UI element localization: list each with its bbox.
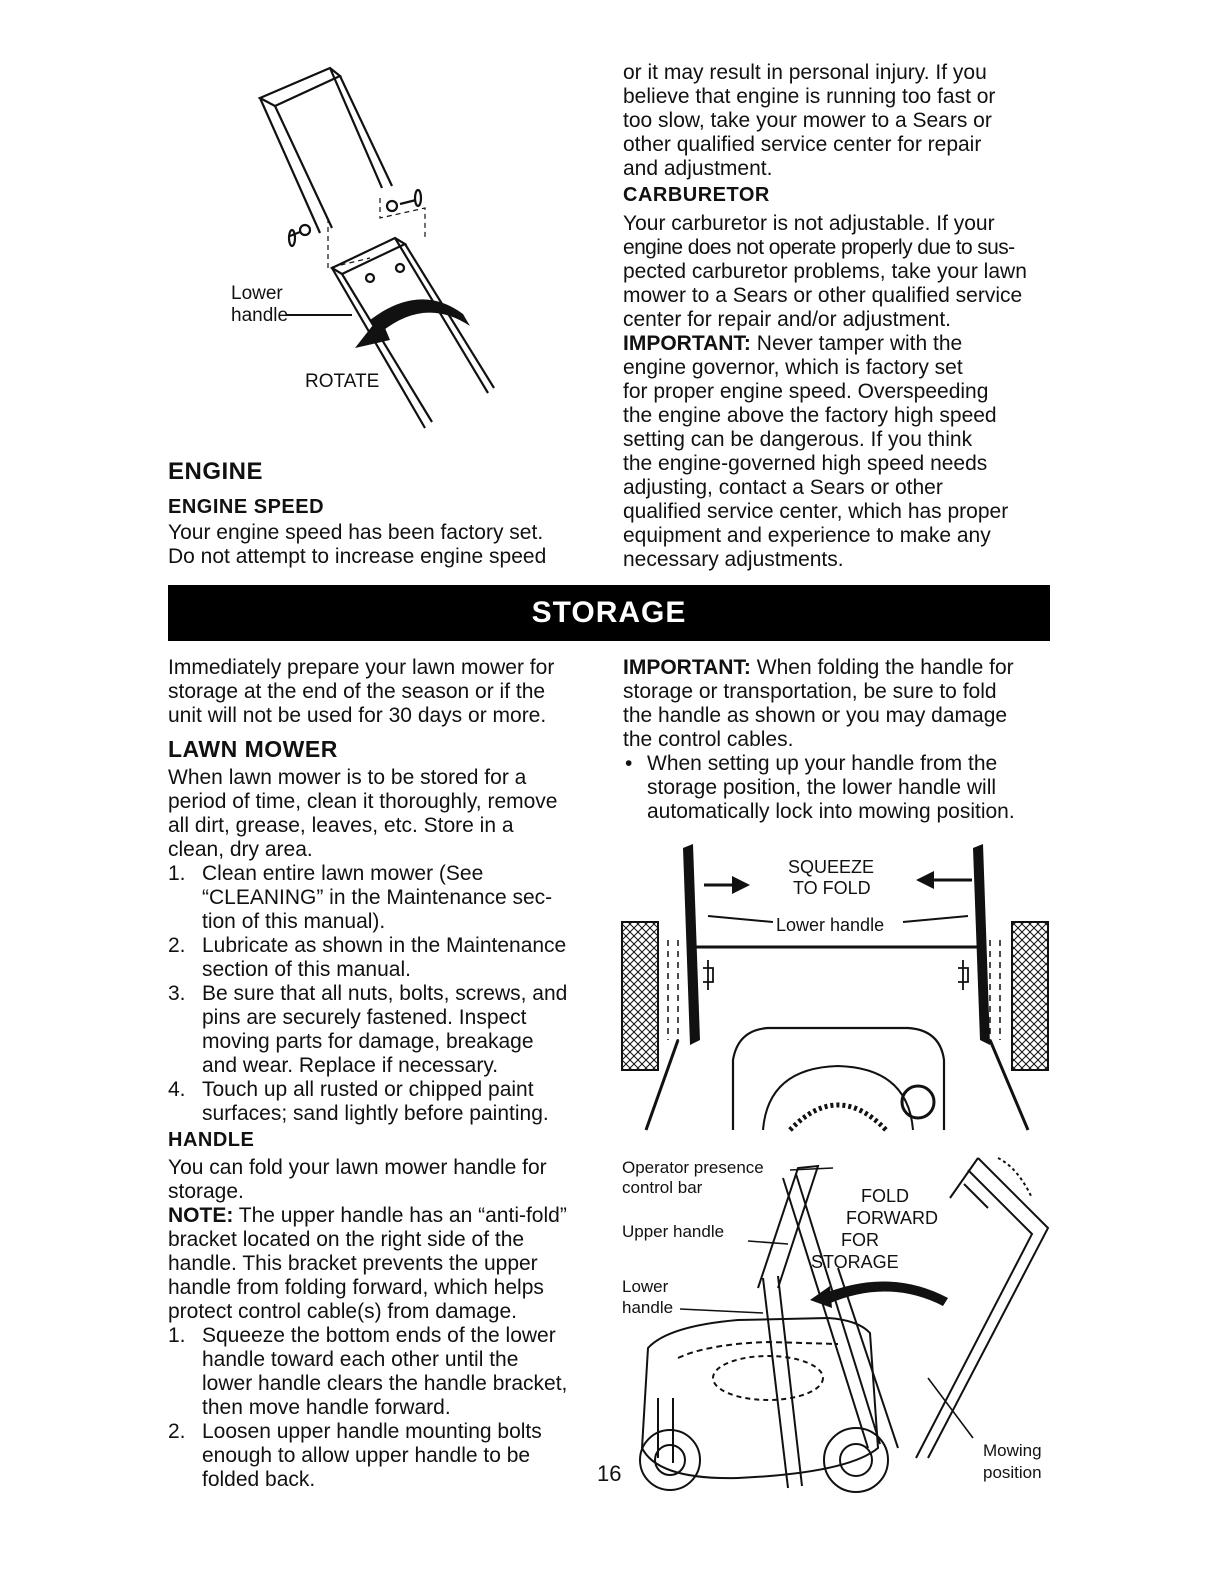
text-line: engine does not operate properly due to sus- xyxy=(623,236,1015,259)
text-line: qualified service center, which has proper xyxy=(623,500,1009,523)
text-line: storage or transportation, be sure to fold xyxy=(623,680,997,703)
operator-presence-label: Operator presence xyxy=(622,1158,764,1177)
step-number: 3. xyxy=(168,982,186,1005)
text-line: and adjustment. xyxy=(623,157,773,180)
text-line: mower to a Sears or other qualified service xyxy=(623,284,1023,307)
for-label: FOR xyxy=(841,1230,879,1250)
list-item xyxy=(168,1324,608,1420)
text-line: handle. This bracket prevents the upper xyxy=(168,1252,538,1275)
step-number: 1. xyxy=(168,862,186,885)
text-line: storage position, the lower handle will xyxy=(647,776,997,799)
text-line: necessary adjustments. xyxy=(623,548,844,571)
text-line: moving parts for damage, breakage xyxy=(202,1030,534,1053)
storage-steps xyxy=(168,862,608,1126)
engine-speed-line: Your engine speed has been factory set. xyxy=(168,521,544,544)
lower-handle-label: Lower handle xyxy=(776,915,885,935)
important-label: IMPORTANT: xyxy=(623,656,751,679)
text-line: and wear. Replace if necessary. xyxy=(202,1054,499,1077)
text-line: tion of this manual). xyxy=(202,910,386,933)
text-line: adjusting, contact a Sears or other xyxy=(623,476,943,499)
engine-speed-line: Do not attempt to increase engine speed xyxy=(168,545,547,568)
text-line: too slow, take your mower to a Sears or xyxy=(623,109,992,132)
text-line: “CLEANING” in the Maintenance sec- xyxy=(202,886,553,909)
text-line: all dirt, grease, leaves, etc. Store in a xyxy=(168,814,514,837)
text-line: section of this manual. xyxy=(202,958,411,981)
text-line: You can fold your lawn mower handle for xyxy=(168,1156,547,1179)
list-item xyxy=(168,934,608,982)
fold-forward-diagram xyxy=(618,1148,1058,1508)
text-line: then move handle forward. xyxy=(202,1396,451,1419)
note-first-text: The upper handle has an “anti-fold” xyxy=(233,1204,567,1227)
fold3-lower-label: Lower xyxy=(622,1277,669,1296)
text-line: lower handle clears the handle bracket, xyxy=(202,1372,568,1395)
bullet-dot: • xyxy=(625,752,633,775)
lawn-mower-heading: LAWN MOWER xyxy=(168,736,338,762)
text-line: unit will not be used for 30 days or more. xyxy=(168,704,547,727)
text-line: the handle as shown or you may damage xyxy=(623,704,1008,727)
text-line: Squeeze the bottom ends of the lower xyxy=(202,1324,556,1347)
page-number: 16 xyxy=(597,1461,622,1486)
text-line: surfaces; sand lightly before painting. xyxy=(202,1102,549,1125)
upper-handle-label: Upper handle xyxy=(622,1222,725,1241)
figure1-lower-label: Lower xyxy=(231,283,283,304)
engine-heading: ENGINE xyxy=(168,458,264,485)
text-line: folded back. xyxy=(202,1468,316,1491)
note-line xyxy=(168,1204,608,1228)
text-line: handle from folding forward, which helps xyxy=(168,1276,544,1299)
figure1-rotate-label: ROTATE xyxy=(305,371,380,392)
fold3-handle-label: handle xyxy=(622,1298,674,1317)
text-line: center for repair and/or adjustment. xyxy=(623,308,952,331)
storage-intro xyxy=(168,656,608,728)
list-item xyxy=(168,862,608,934)
bullet-item xyxy=(623,752,1063,824)
control-bar-label: control bar xyxy=(622,1178,703,1197)
text-line: equipment and experience to make any xyxy=(623,524,991,547)
text-line: Clean entire lawn mower (See xyxy=(202,862,484,885)
important-label: IMPORTANT: xyxy=(623,332,751,355)
storage-label: STORAGE xyxy=(811,1252,899,1272)
storage-banner: STORAGE xyxy=(168,585,1050,641)
text-line: automatically lock into mowing position. xyxy=(647,800,1015,823)
handle-heading: HANDLE xyxy=(168,1129,255,1151)
important-first-text: When folding the handle for xyxy=(750,656,1014,679)
text-line: pected carburetor problems, take your lawn xyxy=(623,260,1027,283)
text-line: the engine-governed high speed needs xyxy=(623,452,988,475)
forward-label: FORWARD xyxy=(846,1208,938,1228)
step-number: 1. xyxy=(168,1324,186,1347)
lawn-mower-text xyxy=(168,766,608,1126)
carburetor-heading: CARBURETOR xyxy=(623,184,770,206)
text-line: bracket located on the right side of the xyxy=(168,1228,525,1251)
step-number: 2. xyxy=(168,934,186,957)
storage-important xyxy=(623,656,1063,824)
position-label: position xyxy=(983,1463,1042,1482)
mowing-label: Mowing xyxy=(983,1441,1042,1460)
text-line: Immediately prepare your lawn mower for xyxy=(168,656,555,679)
engine-speed-heading: ENGINE SPEED xyxy=(168,496,325,518)
text-line: the engine above the factory high speed xyxy=(623,404,997,427)
list-item xyxy=(168,1420,608,1492)
text-line: When lawn mower is to be stored for a xyxy=(168,766,527,789)
text-line: engine governor, which is factory set xyxy=(623,356,963,379)
text-line: Touch up all rusted or chipped paint xyxy=(202,1078,534,1101)
engine-speed-continued xyxy=(623,61,1063,181)
fold-label: FOLD xyxy=(861,1186,910,1206)
text-line: protect control cable(s) from damage. xyxy=(168,1300,517,1323)
text-line: Lubricate as shown in the Maintenance xyxy=(202,934,567,957)
text-line: Loosen upper handle mounting bolts xyxy=(202,1420,542,1443)
step-number: 4. xyxy=(168,1078,186,1101)
carburetor-text xyxy=(623,212,1063,572)
text-line: pins are securely fastened. Inspect xyxy=(202,1006,527,1029)
text-line: When setting up your handle from the xyxy=(647,752,998,775)
text-line: storage at the end of the season or if the xyxy=(168,680,546,703)
text-line: the control cables. xyxy=(623,728,794,751)
list-item xyxy=(168,1078,608,1126)
important-fold-line xyxy=(623,656,1063,680)
text-line: period of time, clean it thoroughly, remove xyxy=(168,790,558,813)
list-item xyxy=(168,982,608,1078)
text-line: believe that engine is running too fast or xyxy=(623,85,996,108)
text-line: storage. xyxy=(168,1180,244,1203)
important-first-text: Never tamper with the xyxy=(750,332,963,355)
figure1-handle-label: handle xyxy=(231,305,289,326)
important-governor-line xyxy=(623,332,1063,356)
squeeze-label: SQUEEZE xyxy=(788,857,875,877)
to-fold-label: TO FOLD xyxy=(793,878,871,898)
engine-speed-text xyxy=(168,521,598,569)
text-line: Your carburetor is not adjustable. If your xyxy=(623,212,995,235)
text-line: for proper engine speed. Overspeeding xyxy=(623,380,989,403)
text-line: enough to allow upper handle to be xyxy=(202,1444,531,1467)
handle-text xyxy=(168,1156,608,1492)
text-line: setting can be dangerous. If you think xyxy=(623,428,973,451)
text-line: handle toward each other until the xyxy=(202,1348,519,1371)
note-label: NOTE: xyxy=(168,1204,234,1227)
handle-steps xyxy=(168,1324,608,1492)
text-line: Be sure that all nuts, bolts, screws, and xyxy=(202,982,568,1005)
text-line: clean, dry area. xyxy=(168,838,313,861)
text-line: other qualified service center for repair xyxy=(623,133,982,156)
squeeze-to-fold-diagram xyxy=(618,840,1058,1135)
text-line: or it may result in personal injury. If you xyxy=(623,61,987,84)
step-number: 2. xyxy=(168,1420,186,1443)
